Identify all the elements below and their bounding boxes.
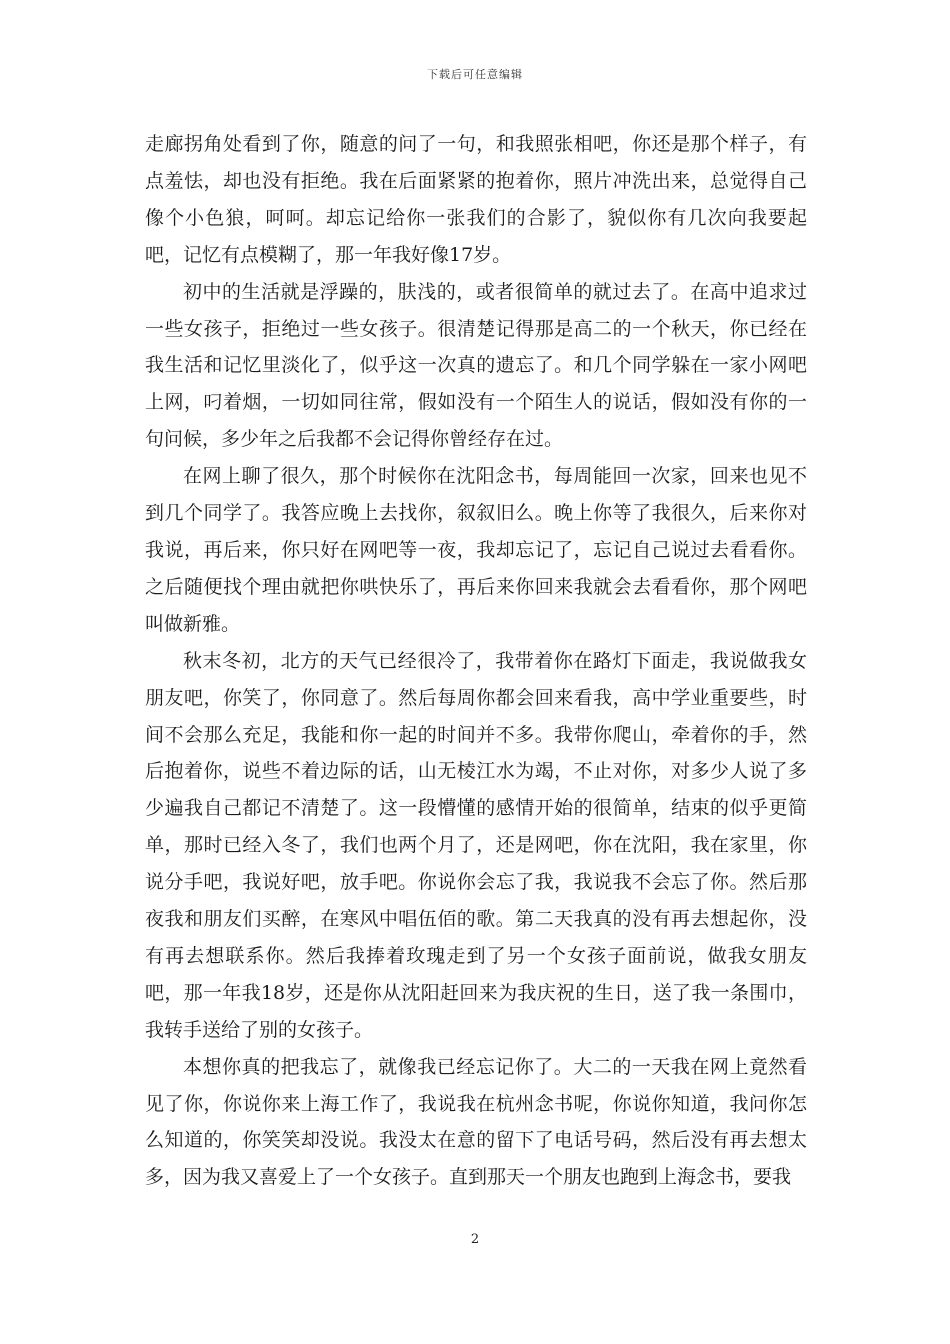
paragraph-2: 初中的生活就是浮躁的，肤浅的，或者很简单的就过去了。在高中追求过一些女孩子，拒绝过一些女孩子。很清楚记得那是高二的一个秋天，你已经在我生活和记忆里淡化了，似乎这一次真的遗忘了。和几个同学躲在一家小网吧上网，叼着烟，一切如同往常，假如没有一个陌生人的说话，假如没有你的一句问候，多少年之后我都不会记得你曾经存在过。 [145,280,807,451]
paragraph-5: 本想你真的把我忘了，就像我已经忘记你了。大二的一天我在网上竟然看见了你，你说你来上海工作了，我说我在杭州念书呢，你说你知道，我问你怎么知道的，你笑笑却没说。我没太在意的留下了电话号码，然后没有再去想太多，因为我又喜爱上了一个女孩子。直到那天一个朋友也跑到上海念书，要我 [145,1055,807,1189]
paragraph-4: 秋末冬初，北方的天气已经很冷了，我带着你在路灯下面走，我说做我女朋友吧，你笑了，你同意了。然后每周你都会回来看我，高中学业重要些，时间不会那么充足，我能和你一起的时间并不多。我带你爬山，牵着你的手，然后抱着你，说些不着边际的话，山无棱江水为竭，不止对你，对多少人说了多少遍我自己都记不清楚了。这一段懵懂的感情开始的很简单，结束的似乎更简单，那时已经入冬了，我们也两个月了，还是网吧，你在沈阳，我在家里，你说分手吧，我说好吧，放手吧。你说你会忘了我，我说我不会忘了你。然后那夜我和朋友们买醉，在寒风中唱伍佰的歌。第二天我真的没有再去想起你，没有再去想联系你。然后我捧着玫瑰走到了另一个女孩子面前说，做我女朋友吧，那一年我18岁，还是你从沈阳赶回来为我庆祝的生日，送了我一条围巾，我转手送给了别的女孩子。 [145,649,807,1041]
paragraph-1: 走廊拐角处看到了你，随意的问了一句，和我照张相吧，你还是那个样子，有点羞怯，却也没有拒绝。我在后面紧紧的抱着你，照片冲洗出来，总觉得自己像个小色狼，呵呵。却忘记给你一张我们的合影了，貌似你有几次向我要起吧，记忆有点模糊了，那一年我好像17岁。 [145,133,807,266]
page-header: 下载后可任意编辑 [427,68,523,81]
paragraph-3: 在网上聊了很久，那个时候你在沈阳念书，每周能回一次家，回来也见不到几个同学了。我答应晚上去找你，叙叙旧么。晚上你等了我很久，后来你对我说，再后来，你只好在网吧等一夜，我却忘记了，忘记自己说过去看看你。之后随便找个理由就把你哄快乐了，再后来你回来我就会去看看你，那个网吧叫做新雅。 [145,465,807,635]
page-number: 2 [470,1232,480,1247]
document-body [145,126,807,1196]
